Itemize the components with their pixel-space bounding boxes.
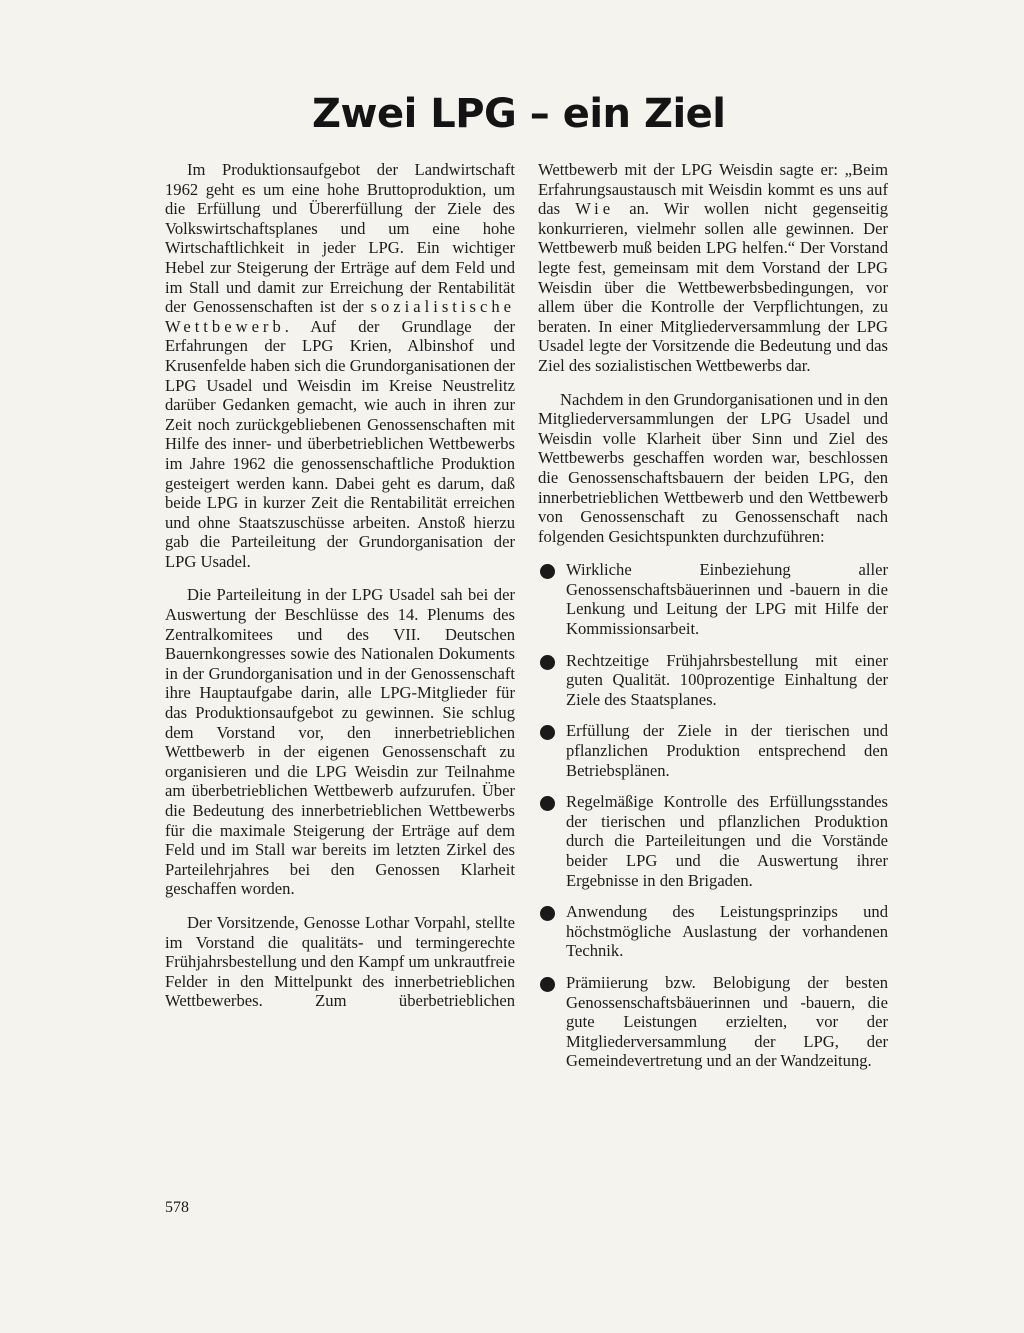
list-item (538, 792, 888, 890)
list-item-text: Prämiierung bzw. Belobigung der besten Genossenschaftsbäuerinnen und -bauern, die gute Leistungen erzielten, vor der Mitgliederversammlung der LPG, der Gemeindevertretung und an der Wandzeitung. (566, 972, 888, 1071)
bullet-icon (540, 906, 555, 921)
emphasis-text: sozialistische Wettbewerb (165, 297, 515, 336)
left-column (165, 160, 515, 1025)
list-item (538, 902, 888, 961)
bullet-icon (540, 977, 555, 992)
list-item-text: Anwendung des Leistungsprinzips und höchstmögliche Auslastung der vorhandenen Technik. (566, 902, 888, 961)
paragraph-text: Wettbewerb mit der LPG Weisdin sagte er: „Beim Erfahrungsaustausch mit Weisdin kommt es uns auf das (538, 160, 888, 219)
right-column (538, 160, 888, 1083)
list-item-text: Regelmäßige Kontrolle des Erfüllungsstandes der tierischen und pflanzlichen Produktion durch die Parteileitungen und die Vorstände beider LPG und die Auswertung ihrer Ergebnisse in den Brigaden. (566, 792, 888, 890)
bullet-list (538, 560, 888, 1071)
list-item (538, 560, 888, 638)
list-item (538, 651, 888, 710)
paragraph (538, 160, 888, 376)
paragraph: Nachdem in den Grundorganisationen und in den Mitgliederversammlungen der LPG Usadel und Weisdin volle Klarheit über Sinn und Ziel des Wettbewerbs geschaffen worden war, beschlossen die Genossenschaftsbauern der beiden LPG, den innerbetrieblichen Wettbewerb und den Wettbewerb von Genossenschaft zu Genossenschaft nach folgenden Gesichtspunkten durchzuführen: (538, 389, 888, 546)
emphasis-text: Wie (575, 199, 615, 219)
list-item-text: Rechtzeitige Frühjahrsbestellung mit einer guten Qualität. 100prozentige Einhaltung der Ziele des Staatsplanes. (566, 650, 888, 709)
bullet-icon (540, 655, 555, 670)
paragraph-text: Im Produktionsaufgebot der Landwirtschaft 1962 geht es um eine hohe Bruttoproduktion, um die Erfüllung und Übererfüllung der Ziele des Volkswirtschaftsplanes und um eine hohe Wirtschaftlichkeit in jeder LPG. Ein wichtiger Hebel zur Steigerung der Erträge auf dem Feld und im Stall und damit zur Erreichung der Rentabilität der Genossenschaften ist der (165, 160, 515, 317)
list-item-text: Wirkliche Einbeziehung aller Genossenschaftsbäuerinnen und -bauern in die Lenkung und Leitung der LPG mit Hilfe der Kommissionsarbeit. (566, 560, 888, 639)
paragraph-text: . Auf der Grundlage der Erfahrungen der LPG Krien, Albinshof und Krusenfelde haben sich die Grundorganisationen der LPG Usadel und Weisdin im Kreise Neustrelitz darüber Gedanken gemacht, wie auch in ihren zur Zeit noch zurückgebliebenen Genossenschaften mit Hilfe des inner- und überbetrieblichen Wettbewerbs im Jahre 1962 die genossenschaftliche Produktion gesteigert werden kann. Dabei geht es darum, daß beide LPG in kurzer Zeit die Rentabilität erreichen und ohne Staatszuschüsse arbeiten. Anstoß hierzu gab die Parteileitung der Grundorganisation der LPG Usadel. (165, 316, 515, 571)
list-item (538, 721, 888, 780)
paragraph-text: an. Wir wollen nicht gegenseitig konkurrieren, vielmehr sollen alle gewinnen. Der Wettbewerb muß beiden LPG helfen.“ Der Vorstand legte fest, gemeinsam mit dem Vorstand der LPG Weisdin über die Wettbewerbsbedingungen, vor allem über die Kontrolle der Verpflichtungen, zu beraten. In einer Mitgliederversammlung der LPG Usadel legte der Vorsitzende die Bedeutung und das Ziel des sozialistischen Wettbewerbs dar. (538, 199, 889, 375)
bullet-icon (540, 725, 555, 740)
paragraph (165, 160, 515, 571)
bullet-icon (540, 796, 555, 811)
paragraph: Der Vorsitzende, Genosse Lothar Vorpahl, stellte im Vorstand die qualitäts- und termingerechte Frühjahrsbestellung und den Kampf um unkrautfreie Felder in den Mittelpunkt des innerbetrieblichen Wettbewerbes. Zum überbetrieblichen (165, 912, 515, 1011)
list-item-text: Erfüllung der Ziele in der tierischen und pflanzlichen Produktion entsprechend den Betriebsplänen. (566, 721, 888, 780)
list-item (538, 973, 888, 1071)
paragraph: Die Parteileitung in der LPG Usadel sah bei der Auswertung der Beschlüsse des 14. Plenums des Zentralkomitees und des VII. Deutschen Bauernkongresses sowie des Nationalen Dokuments in der Grundorganisation und in der Genossenschaft ihre Hauptaufgabe darin, alle LPG-Mitglieder für das Produktionsaufgebot zu gewinnen. Sie schlug dem Vorstand vor, den innerbetrieblichen Wettbewerb in der eigenen Genossenschaft zu organisieren und die LPG Weisdin zur Teilnahme am überbetrieblichen Wettbewerb aufzurufen. Über die Bedeutung des innerbetrieblichen Wettbewerbs für die maximale Steigerung der Erträge auf dem Feld und im Stall war bereits im letzten Zirkel des Parteilehrjahres bei den Genossen Klarheit geschaffen worden. (165, 585, 515, 899)
article-title: Zwei LPG – ein Ziel (312, 91, 726, 137)
bullet-icon (540, 564, 555, 579)
page-number: 578 (165, 1199, 189, 1216)
